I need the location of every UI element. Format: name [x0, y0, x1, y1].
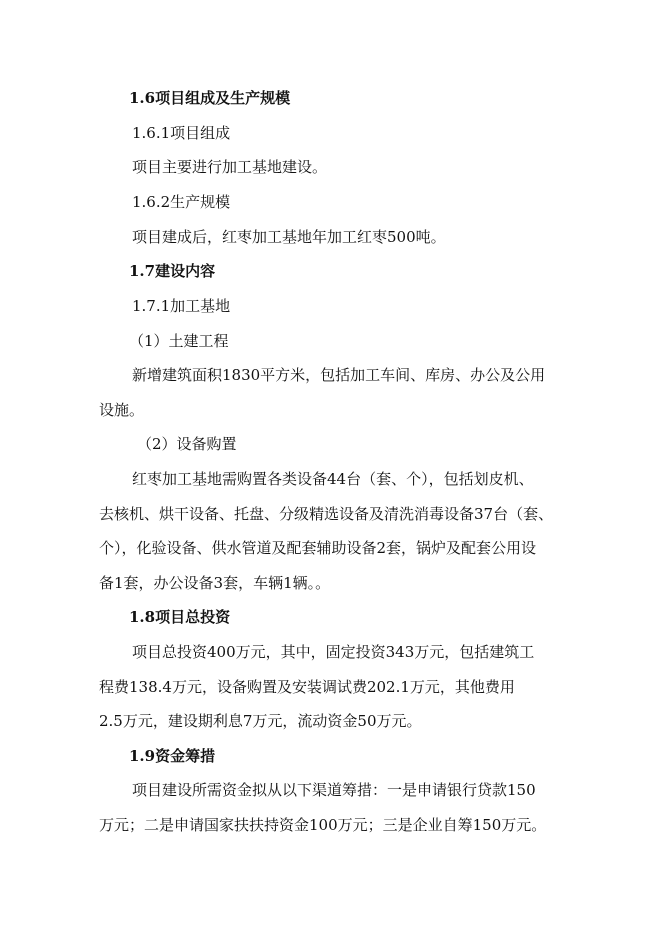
section-heading-1-9: 1.9资金筹措 [129, 747, 216, 765]
subsection-heading-1-6-2: 1.6.2生产规模 [132, 193, 231, 211]
paragraph-line: 程费138.4万元，设备购置及安装调试费202.1万元，其他费用 [99, 678, 515, 696]
subsection-heading-1-6-1: 1.6.1项目组成 [132, 124, 231, 142]
paragraph-line: 2.5万元，建设期利息7万元，流动资金50万元。 [99, 712, 422, 730]
section-heading-1-6: 1.6项目组成及生产规模 [129, 89, 291, 107]
paragraph-line: 新增建筑面积1830平方米，包括加工车间、库房、办公及公用 [132, 366, 546, 384]
paragraph-line: 红枣加工基地需购置各类设备44台（套、个），包括划皮机、 [132, 470, 534, 488]
paragraph-line: 备1套，办公设备3套，车辆1辆。。 [99, 574, 331, 592]
paragraph-line: 项目建设所需资金拟从以下渠道筹措：一是申请银行贷款150 [132, 781, 536, 799]
section-heading-1-8: 1.8项目总投资 [129, 608, 231, 626]
paragraph-line: 设施。 [99, 401, 145, 419]
item-title-civil-works: （1）土建工程 [129, 332, 229, 350]
subsection-heading-1-7-1: 1.7.1加工基地 [132, 297, 231, 315]
paragraph-1-6-1: 项目主要进行加工基地建设。 [132, 158, 328, 176]
paragraph-line: 万元；二是申请国家扶扶持资金100万元；三是企业自筹150万元。 [99, 816, 547, 834]
paragraph-1-6-2: 项目建成后，红枣加工基地年加工红枣500吨。 [132, 228, 446, 246]
paragraph-line: 去核机、烘干设备、托盘、分级精选设备及清洗消毒设备37台（套、 [99, 505, 554, 523]
paragraph-line: 个），化验设备、供水管道及配套辅助设备2套，锅炉及配套公用设 [99, 539, 537, 557]
section-heading-1-7: 1.7建设内容 [129, 262, 216, 280]
paragraph-line: 项目总投资400万元，其中，固定投资343万元，包括建筑工 [132, 643, 535, 661]
item-title-equipment: （2）设备购置 [137, 435, 237, 453]
